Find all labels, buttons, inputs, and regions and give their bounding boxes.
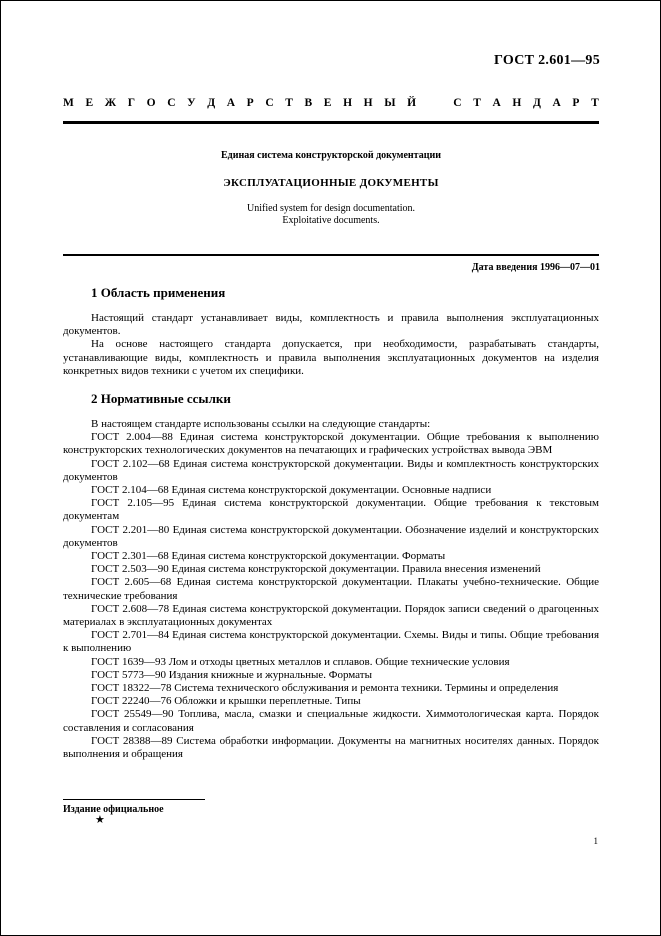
paragraph: Настоящий стандарт устанавливает виды, комплектность и правила выполнения эксплуатационных документов. <box>63 312 599 338</box>
reference-entry: ГОСТ 2.201—80 Единая система конструкторской документации. Обозначение изделий и конструкторских документов <box>63 523 599 549</box>
reference-entry: ГОСТ 2.701—84 Единая система конструкторской документации. Схемы. Виды и типы. Общие требования к выполнению <box>63 629 599 655</box>
interstate-standard-header <box>63 97 599 109</box>
header-letter: Д <box>532 97 541 109</box>
header-letter: Т <box>473 97 481 109</box>
title-rule <box>63 254 599 256</box>
header-letter: Р <box>246 97 254 109</box>
header-letter: Д <box>207 97 216 109</box>
section-2-heading: 2 Нормативные ссылки <box>91 391 231 406</box>
header-letter: В <box>304 97 313 109</box>
header-letter: Й <box>407 97 417 109</box>
header-letter: Ж <box>104 97 117 109</box>
reference-entry: ГОСТ 2.503—90 Единая система конструкторской документации. Правила внесения изменений <box>91 563 541 576</box>
english-title-line-1: Unified system for design documentation. <box>246 203 416 214</box>
section-1-body <box>63 312 599 378</box>
header-letter: А <box>226 97 236 109</box>
star-icon: ★ <box>95 814 105 826</box>
header-letter: Н <box>512 97 522 109</box>
edition-label: Издание официальное <box>63 804 164 815</box>
header-letter: Е <box>323 97 332 109</box>
english-title-line-2: Exploitative documents. <box>282 215 380 226</box>
header-letter: С <box>167 97 176 109</box>
footnote-rule <box>63 799 205 800</box>
header-letter: Н <box>343 97 353 109</box>
reference-entry: ГОСТ 25549—90 Топлива, масла, смазки и специальные жидкости. Химмотологическая карта. Порядок составления и согласования <box>63 708 599 734</box>
reference-entry: ГОСТ 22240—76 Обложки и крышки переплетные. Типы <box>91 695 361 708</box>
header-letter: А <box>552 97 561 109</box>
reference-entry: ГОСТ 2.105—95 Единая система конструкторской документации. Общие требования к текстовым документам <box>63 497 599 523</box>
paragraph: На основе настоящего стандарта допускается, при необходимости, разрабатывать стандарты, устанавливающие виды, комплектность и правила выполнения эксплуатационных документов на изделия конкретных видов техники с учетом их специфики. <box>63 338 599 377</box>
header-letter: С <box>453 97 462 109</box>
header-rule <box>63 121 599 124</box>
section-1-heading: 1 Область применения <box>91 285 226 300</box>
header-letter: С <box>265 97 274 109</box>
reference-entry: ГОСТ 1639—93 Лом и отходы цветных металлов и сплавов. Общие технические условия <box>91 655 510 668</box>
header-letter: Т <box>285 97 293 109</box>
reference-entry: ГОСТ 2.608—78 Единая система конструкторской документации. Порядок записи сведений о драгоценных материалах в эксплуатационных документах <box>63 602 599 629</box>
header-letter: Н <box>363 97 373 109</box>
system-title: Единая система конструкторской документации <box>221 150 441 161</box>
reference-entry: ГОСТ 18322—78 Система технического обслуживания и ремонта техники. Термины и определения <box>91 682 559 695</box>
header-letter: М <box>63 97 74 109</box>
header-word-gap <box>428 97 442 109</box>
header-letter: Е <box>85 97 94 109</box>
reference-entry: ГОСТ 2.301—68 Единая система конструкторской документации. Форматы <box>91 550 446 563</box>
reference-entry: ГОСТ 2.102—68 Единая система конструкторской документации. Виды и комплектность конструкторских документов <box>63 457 599 483</box>
standard-number: ГОСТ 2.601—95 <box>494 53 600 68</box>
page-number: 1 <box>593 836 598 846</box>
reference-entry: ГОСТ 2.104—68 Единая система конструкторской документации. Основные надписи <box>91 484 492 497</box>
header-letter: Ы <box>384 97 396 109</box>
reference-entry: ГОСТ 2.605—68 Единая система конструкторской документации. Плакаты учебно-технические. Общие технические требования <box>63 576 599 602</box>
reference-entry: ГОСТ 5773—90 Издания книжные и журнальные. Форматы <box>91 668 372 681</box>
section-2-body <box>63 418 599 761</box>
reference-entry: ГОСТ 28388—89 Система обработки информации. Документы на магнитных носителях данных. Порядок выполнения и обращения <box>63 734 599 761</box>
header-letter: Г <box>127 97 136 109</box>
document-title: ЭКСПЛУАТАЦИОННЫЕ ДОКУМЕНТЫ <box>223 177 439 189</box>
header-letter: Р <box>572 97 580 109</box>
header-letter: А <box>492 97 501 109</box>
paragraph: В настоящем стандарте использованы ссылки на следующие стандарты: <box>91 418 431 430</box>
header-letter: У <box>187 97 196 109</box>
introduction-date: Дата введения 1996—07—01 <box>471 262 600 273</box>
header-letter: О <box>146 97 156 109</box>
english-title <box>63 203 599 227</box>
header-letter: Т <box>591 97 599 109</box>
reference-entry: ГОСТ 2.004—88 Единая система конструкторской документации. Общие требования к выполнению конструкторских технологических документов на печатающих и графических устройствах вывода ЭВМ <box>63 431 599 457</box>
